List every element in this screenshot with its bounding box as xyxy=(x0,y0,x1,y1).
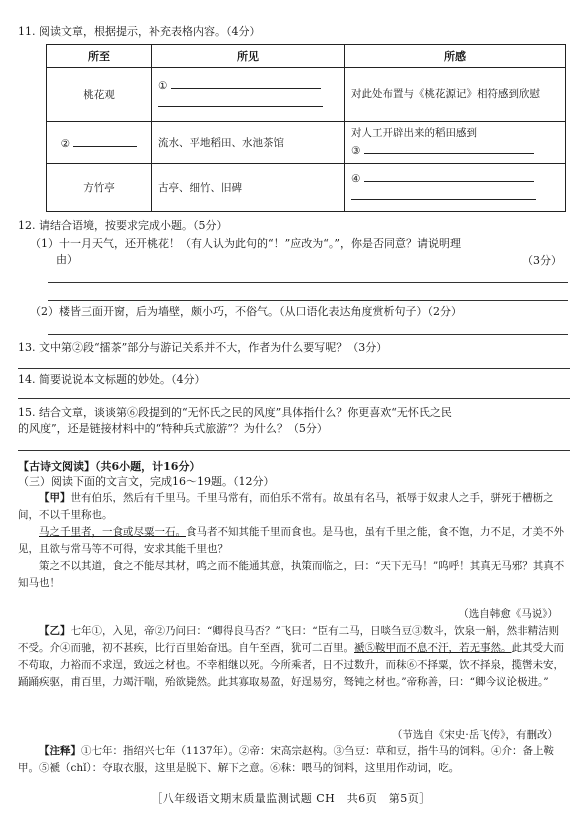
answer-blank[interactable] xyxy=(73,135,137,147)
answer-blank[interactable] xyxy=(351,188,536,200)
answer-blank[interactable] xyxy=(158,95,323,107)
answer-line[interactable] xyxy=(48,334,568,335)
table-header-cell: 所感 xyxy=(345,45,566,68)
question-12-2-text: （2）楼皆三面开窗，后为墙壁，颇小巧，不俗气。（从口语化表达角度赏析句子）（2分） xyxy=(30,305,462,318)
table-cell: 古亭、细竹、旧碑 xyxy=(152,164,345,212)
answer-line[interactable] xyxy=(48,300,568,301)
passage-jia-p3: 策之不以其道，食之不能尽其材，鸣之而不能通其意，执策而临之，曰：“天下无马！”呜呼！其真无马邪？其真不知马也！ xyxy=(18,560,565,589)
question-11-table xyxy=(46,44,566,212)
passage-jia-source: （选自韩愈《马说》） xyxy=(458,608,558,620)
answer-blank[interactable] xyxy=(364,142,534,154)
table-cell xyxy=(345,122,566,164)
passage-yi-source: （节选自《宋史·岳飞传》，有删改） xyxy=(391,729,558,741)
section-subtitle: （三）阅读下面的文言文，完成16～19题。（12分） xyxy=(18,475,275,488)
notes-tag: 【注释】 xyxy=(39,745,81,757)
question-12-1-score: （3分） xyxy=(522,254,562,267)
question-12-stem: 12. 请结合语境，按要求完成小题。（5分） xyxy=(18,219,228,232)
table-cell: 桃花观 xyxy=(47,68,152,122)
answer-line[interactable] xyxy=(18,398,570,399)
blank-mark: ③ xyxy=(351,145,361,157)
answer-line[interactable] xyxy=(18,368,570,369)
blank-mark: ④ xyxy=(351,172,361,185)
passage-text: 世有伯乐，然后有千里马。千里马常有，而伯乐不常有。故虽有名马，祇辱于奴隶人之手，骈死于槽枥之间，不以千里称也。 xyxy=(18,492,554,521)
passage-text: 此其受大而不苟取，力裕而不求逞，致远之材也。不幸相继以死。今所乘者，日不过数升，而秣⑥不择粟，饮不择泉，揽辔未安，踊踊疾驱，甫百里，力竭汗喘，殆欲毙然。此其寡取易盈，好逞易穷，驽钝之材也。”帝称善，曰：“卿今议论极进。” xyxy=(18,642,564,688)
table-header-cell: 所至 xyxy=(47,45,152,68)
notes xyxy=(18,743,566,777)
question-15-text-cont: 的风度”，还是链接材料中的“特种兵式旅游”？为什么？（5分） xyxy=(18,422,328,435)
cell-text: 对此处布置与《桃花源记》相符感到欣慰 xyxy=(351,88,540,100)
table-cell: 方竹亭 xyxy=(47,164,152,212)
table-cell xyxy=(152,68,345,122)
question-12-1-text-cont: 由） xyxy=(56,253,78,266)
passage-tag: 【甲】 xyxy=(39,492,71,504)
table-cell: 流水、平地稻田、水池茶馆 xyxy=(152,122,345,164)
notes-text: ①七年：指绍兴七年（1137年）。②帝：宋高宗赵构。③刍豆：草和豆，指牛马的饲料。④介：备上鞍甲。⑤褫（chǐ）：夺取衣服，这里是脱下、解下之意。⑥秣：喂马的饲料，这里用作动词，吃。 xyxy=(18,745,554,774)
passage-text: 食马者不知其能千里而食也。是马也，虽有千里之能，食不饱，力不足，才美不外见，且欲与常马等不可得，安求其能千里也？ xyxy=(18,526,564,555)
question-13-text: 13. 文中第②段“擂茶”部分与游记关系并不大，作者为什么要写呢？（3分） xyxy=(18,341,388,354)
table-cell xyxy=(47,122,152,164)
table-header-cell: 所见 xyxy=(152,45,345,68)
cell-text: 对人工开辟出来的稻田感到 xyxy=(351,127,477,139)
blank-mark: ② xyxy=(60,138,71,150)
passage-text: 七年①，入见，帝②乃问曰：“卿得良马否？”飞曰：“臣有二马，日啖刍豆③数斗，饮泉一斛，然非精洁则不受。介④而驰，初不甚疾，比行百里始奋迅。自午至酉，犹可二百里。 xyxy=(18,625,560,654)
section-title: 【古诗文阅读】（共6小题，计16分） xyxy=(18,460,201,473)
table-cell xyxy=(345,164,566,212)
table-row xyxy=(47,68,566,122)
table-cell xyxy=(345,68,566,122)
underlined-sentence: 褫⑤鞍甲而不息不汗，若无事然。 xyxy=(354,642,512,654)
answer-blank[interactable] xyxy=(171,77,321,89)
answer-line[interactable] xyxy=(48,282,568,283)
question-14-text: 14. 简要说说本文标题的妙处。（4分） xyxy=(18,373,206,386)
blank-mark: ① xyxy=(158,79,168,92)
question-12-1-text: （1）十一月天气，还开桃花！（有人认为此句的“！”应改为“。”，你是否同意？请说明理 xyxy=(30,237,461,250)
table-header-row xyxy=(47,45,566,68)
passage-yi-p1 xyxy=(18,623,566,691)
question-15-text: 15. 结合文章，谈谈第⑥段提到的“无怀氏之民的风度”具体指什么？你更喜欢“无怀氏之民 xyxy=(18,406,452,419)
answer-line[interactable] xyxy=(18,450,570,451)
table-row xyxy=(47,122,566,164)
answer-blank[interactable] xyxy=(364,170,534,182)
underlined-sentence: 马之千里者，一食或尽粟一石。 xyxy=(39,526,186,538)
table-row xyxy=(47,164,566,212)
question-11-stem: 11. 阅读文章，根据提示，补充表格内容。（4分） xyxy=(18,25,261,38)
passage-jia-p2 xyxy=(18,524,566,558)
passage-jia-p1 xyxy=(18,490,566,524)
page-footer: ［八年级语文期末质量监测试题 CH 共6页 第5页］ xyxy=(151,792,431,805)
passage-tag: 【乙】 xyxy=(39,625,71,637)
